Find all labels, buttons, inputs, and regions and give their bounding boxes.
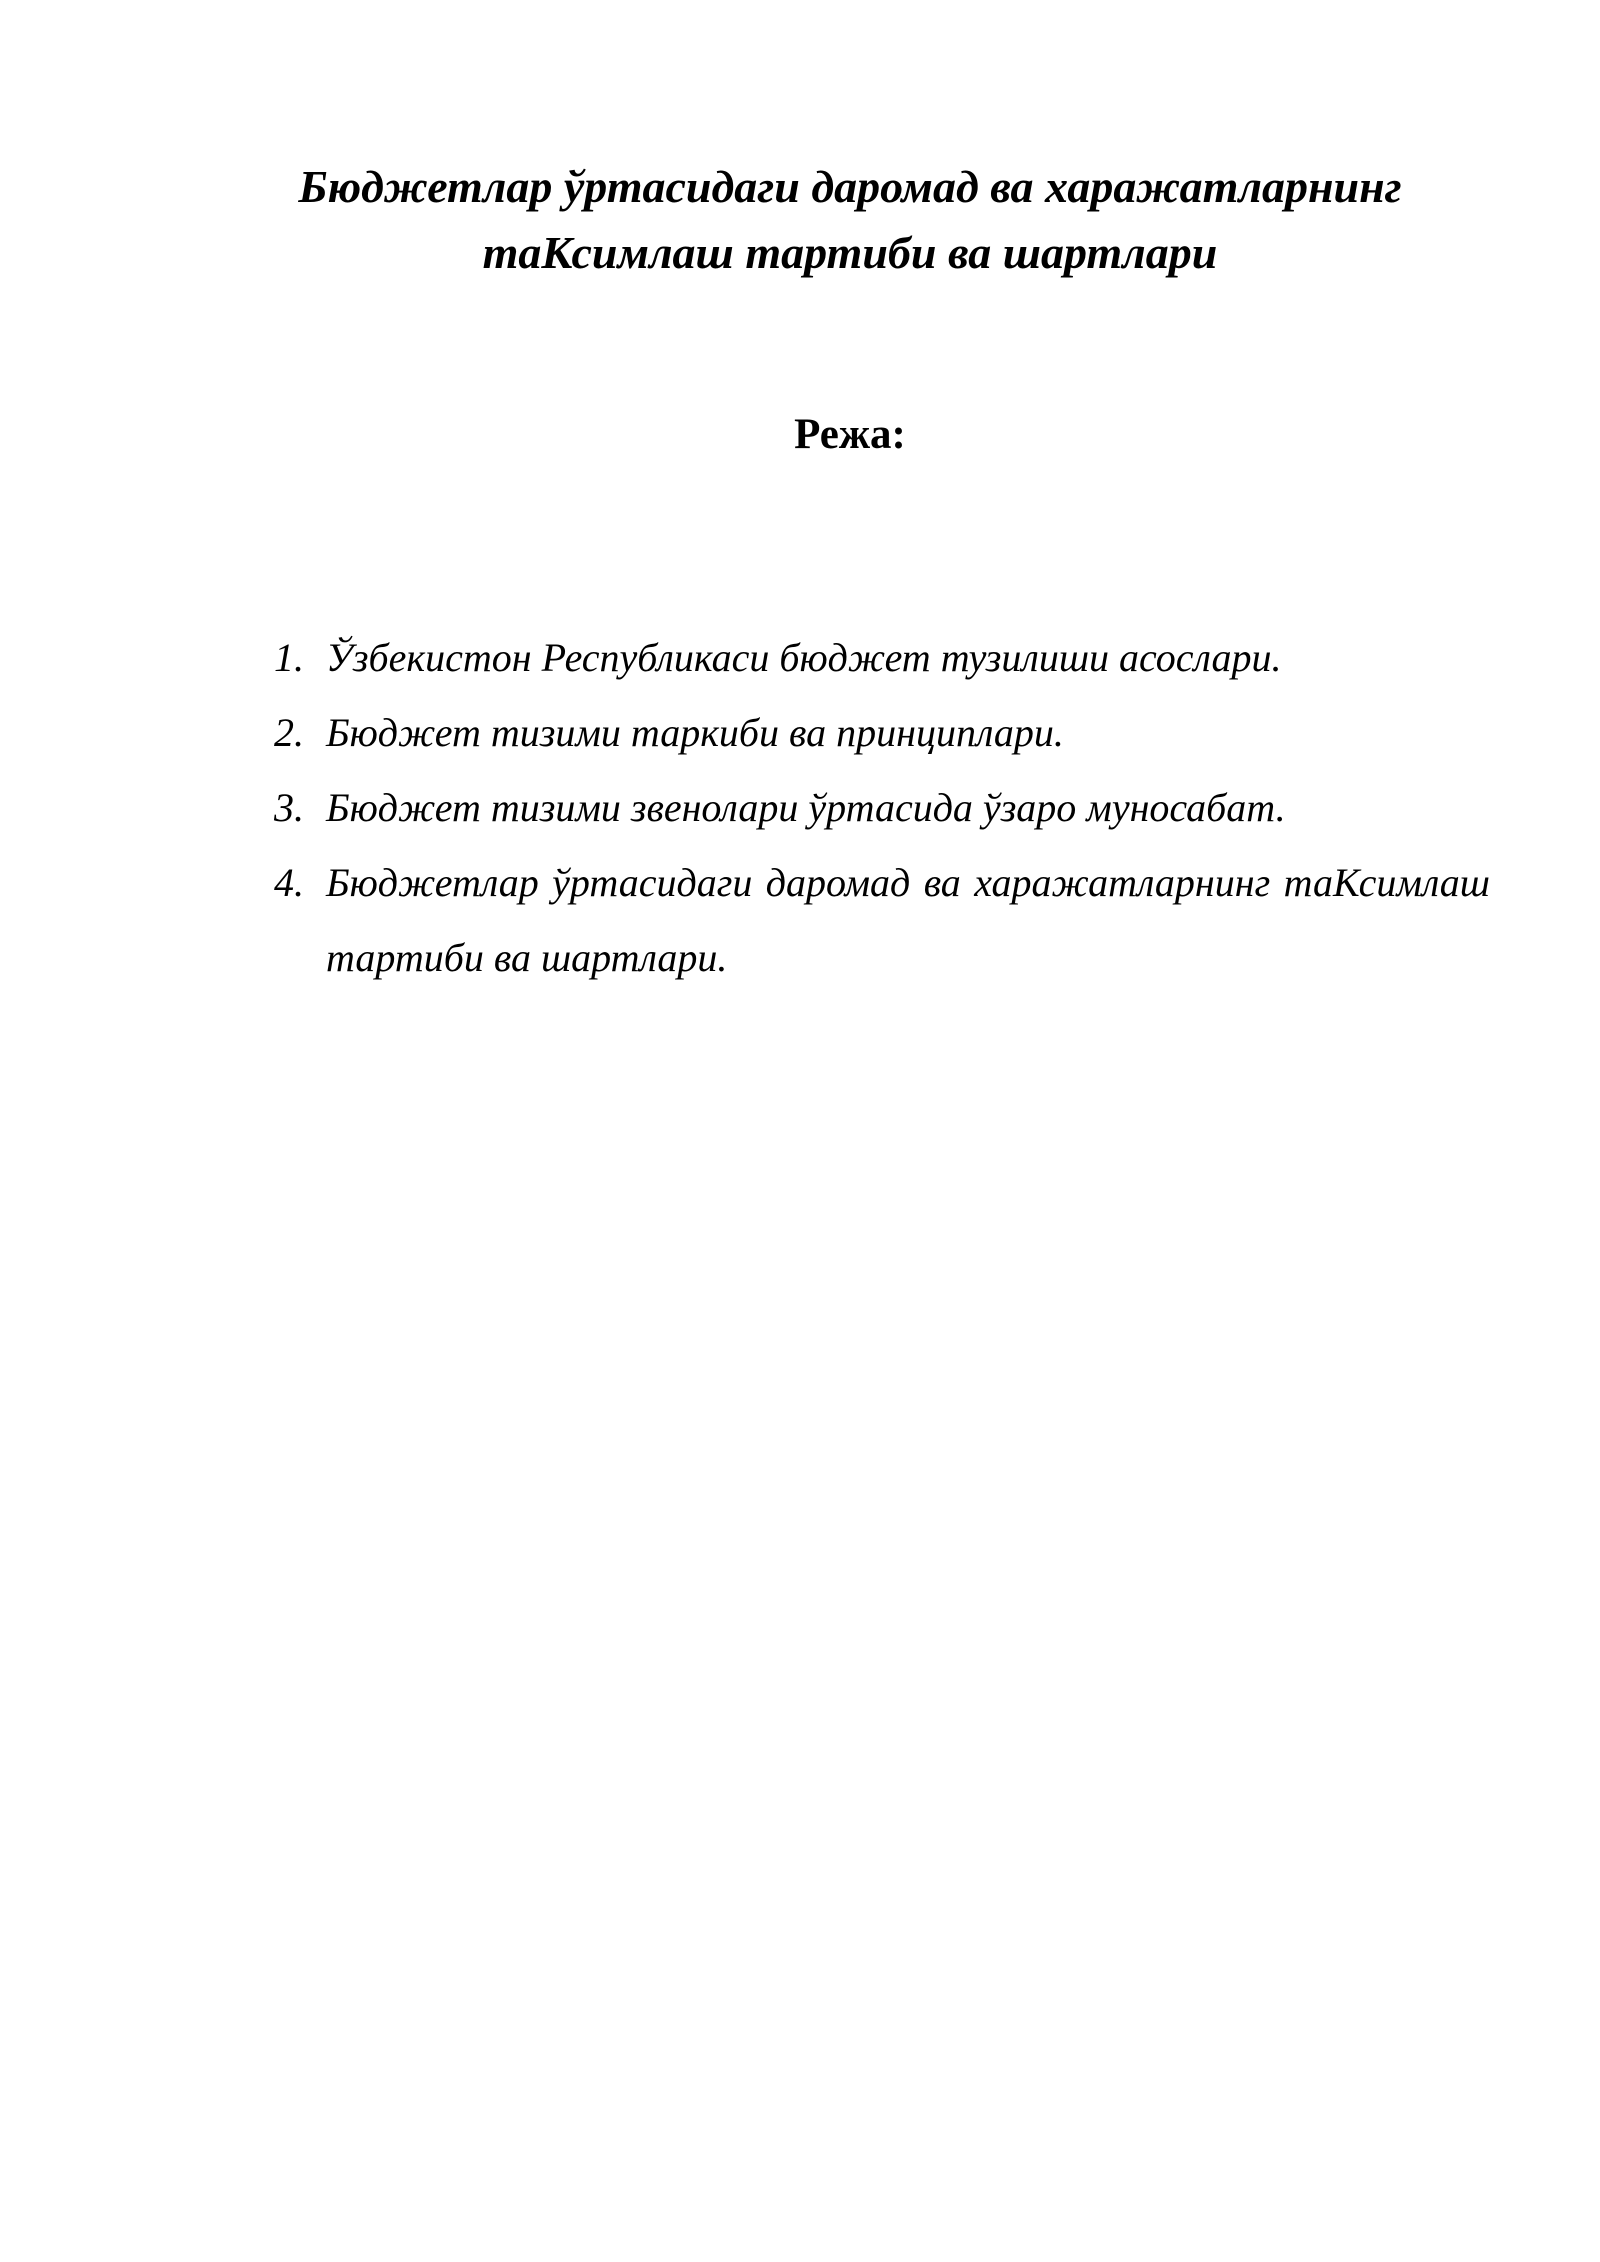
plan-item-number: 1. (274, 635, 304, 680)
document-title: Бюджетлар ўртасидаги даромад ва харажатларнинг таКсимлаш тартиби ва шартлари (298, 161, 1402, 278)
plan-item-text: Ўзбекистон Республикаси бюджет тузилиши асослари. (326, 635, 1282, 680)
plan-item-text: Бюджетлар ўртасидаги даромад ва харажатларнинг таКсимлаш тартиби ва шартлари. (326, 860, 1490, 980)
plan-list (274, 620, 1490, 995)
plan-item-number: 4. (274, 860, 304, 905)
plan-item-4 (274, 845, 1490, 995)
plan-item-number: 3. (274, 785, 304, 830)
plan-item-2 (274, 695, 1490, 770)
plan-heading: Режа: (794, 411, 906, 458)
plan-item-text: Бюджет тизими таркиби ва принциплари. (326, 710, 1064, 755)
plan-item-text: Бюджет тизими звенолари ўртасида ўзаро муносабат. (326, 785, 1286, 830)
plan-item-1 (274, 620, 1490, 695)
plan-item-number: 2. (274, 710, 304, 755)
plan-item-3 (274, 770, 1490, 845)
